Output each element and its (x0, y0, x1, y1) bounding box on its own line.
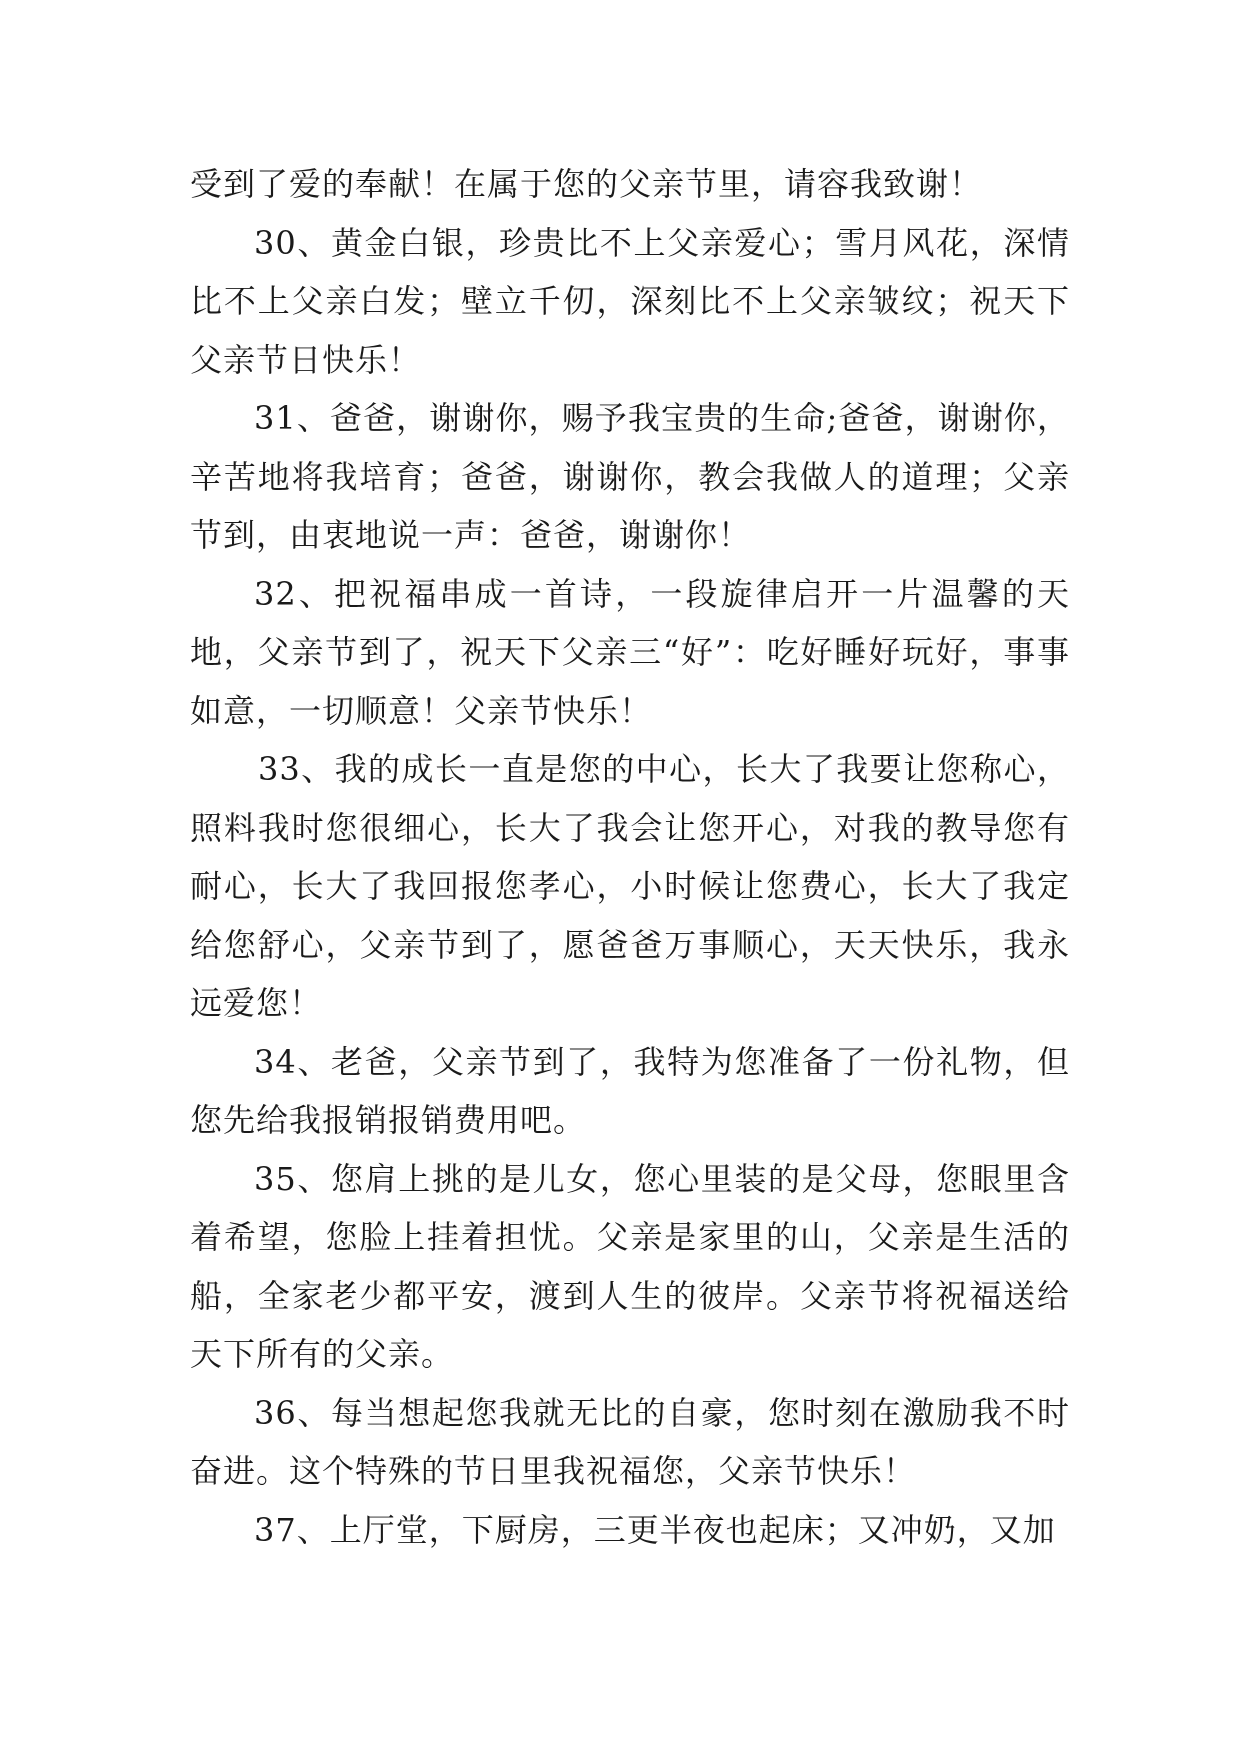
paragraph-35: 35、您肩上挑的是儿女，您心里装的是父母，您眼里含着希望，您脸上挂着担忧。父亲是家里的山，父亲是生活的船，全家老少都平安，渡到人生的彼岸。父亲节将祝福送给天下所有的父亲。 (190, 1159, 1070, 1373)
paragraph-31: 31、爸爸，谢谢你，赐予我宝贵的生命;爸爸，谢谢你，辛苦地将我培育；爸爸，谢谢你，教会我做人的道理；父亲节到，由衷地说一声：爸爸，谢谢你！ (190, 399, 1070, 554)
paragraph-33: 33、我的成长一直是您的中心，长大了我要让您称心，照料我时您很细心，长大了我会让您开心，对我的教导您有耐心，长大了我回报您孝心，小时候让您费心，长大了我定给您舒心，父亲节到了，愿爸爸万事顺心，天天快乐，我永远爱您！ (190, 750, 1070, 1022)
paragraph-34: 34、老爸，父亲节到了，我特为您准备了一份礼物，但您先给我报销报销费用吧。 (190, 1042, 1070, 1139)
paragraph-29-continued: 受到了爱的奉献！在属于您的父亲节里，请容我致谢！ (190, 165, 983, 203)
document-body (190, 155, 1070, 1559)
paragraph-36: 36、每当想起您我就无比的自豪，您时刻在激励我不时奋进。这个特殊的节日里我祝福您，父亲节快乐！ (190, 1393, 1070, 1490)
paragraph-37: 37、上厅堂，下厨房，三更半夜也起床；又冲奶，又加 (254, 1510, 1056, 1549)
paragraph-32: 32、把祝福串成一首诗，一段旋律启开一片温馨的天地，父亲节到了，祝天下父亲三“好”：吃好睡好玩好，事事如意，一切顺意！父亲节快乐！ (190, 574, 1070, 730)
paragraph-30: 30、黄金白银，珍贵比不上父亲爱心；雪月风花，深情比不上父亲白发；壁立千仞，深刻比不上父亲皱纹；祝天下父亲节日快乐！ (190, 223, 1070, 379)
